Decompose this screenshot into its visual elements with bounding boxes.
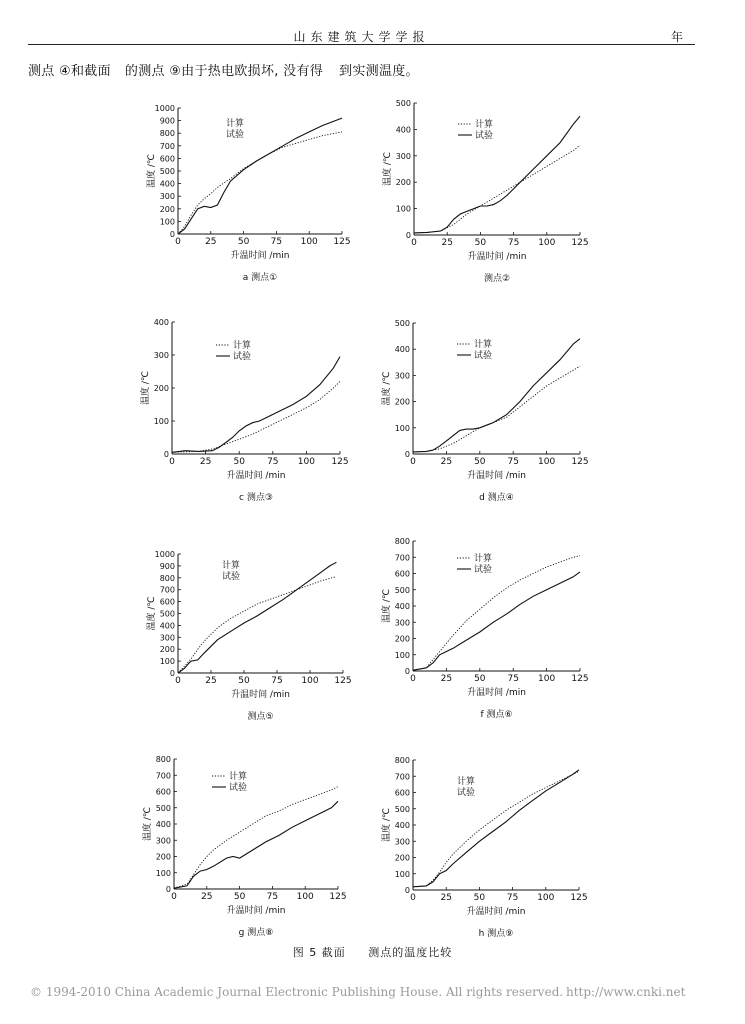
y-tick-label: 400 <box>155 820 171 829</box>
y-tick-label: 0 <box>405 231 411 240</box>
legend-label: 试验 <box>474 351 493 361</box>
panel-caption: 测点⑤ <box>247 712 274 722</box>
x-tick-label: 100 <box>296 892 314 902</box>
y-tick-label: 300 <box>394 371 410 381</box>
x-axis-label: 升温时间 /min <box>466 907 526 917</box>
y-tick-label: 900 <box>159 561 175 571</box>
y-tick-label: 100 <box>159 217 175 227</box>
y-tick-label: 100 <box>394 869 410 879</box>
legend <box>457 338 492 361</box>
x-tick-label: 100 <box>538 674 556 684</box>
chart-f <box>379 535 588 721</box>
y-tick-label: 900 <box>159 116 175 126</box>
y-tick-label: 0 <box>165 885 171 894</box>
y-tick-label: 200 <box>155 852 171 862</box>
plot-area-a <box>145 104 351 283</box>
plot-area-g <box>141 755 347 938</box>
y-tick-label: 100 <box>395 204 411 214</box>
plot-area-f <box>380 537 589 720</box>
x-tick-label: 75 <box>506 893 519 903</box>
y-tick-label: 300 <box>395 151 411 161</box>
x-tick-label: 100 <box>538 457 556 467</box>
x-axis-label: 升温时间 /min <box>226 906 286 916</box>
y-tick-label: 200 <box>394 397 410 407</box>
x-tick-label: 100 <box>301 676 319 686</box>
footer-copyright: © 1994-2010 China Academic Journal Electronic Publishing House. All rights reserved. <box>30 985 564 999</box>
x-tick-label: 50 <box>238 676 250 686</box>
x-tick-label: 50 <box>474 457 486 467</box>
x-tick-label: 25 <box>440 893 452 903</box>
y-tick-label: 800 <box>394 537 410 546</box>
x-tick-label: 25 <box>201 892 213 902</box>
series-line-experiment <box>414 116 580 233</box>
y-tick-label: 400 <box>159 621 175 631</box>
running-header <box>28 28 695 45</box>
y-tick-label: 0 <box>169 669 175 678</box>
series-line-calculation <box>178 577 336 673</box>
y-tick-label: 500 <box>395 99 411 108</box>
series-line-experiment <box>413 770 579 887</box>
legend <box>457 775 475 798</box>
legend-label: 试验 <box>457 788 476 798</box>
y-tick-label: 200 <box>394 634 410 644</box>
series-line-calculation <box>172 381 340 452</box>
x-tick-label: 100 <box>300 237 318 247</box>
y-tick-label: 400 <box>395 125 411 135</box>
series-line-calculation <box>414 145 580 233</box>
y-tick-label: 1000 <box>154 550 175 559</box>
x-tick-label: 50 <box>233 892 246 902</box>
y-tick-label: 300 <box>159 192 175 202</box>
chart-g <box>140 753 346 939</box>
series-line-experiment <box>178 118 342 234</box>
y-tick-label: 100 <box>153 417 169 426</box>
series-line-experiment <box>178 562 336 673</box>
x-tick-label: 100 <box>297 457 315 467</box>
x-tick-label: 0 <box>171 892 177 902</box>
series-line-calculation <box>413 366 580 452</box>
journal-name: 山东建筑大学学报 <box>293 30 430 44</box>
y-tick-label: 700 <box>159 585 175 595</box>
x-tick-label: 125 <box>570 893 588 903</box>
body-text-part-3: 到实测温度。 <box>339 64 419 79</box>
x-tick-label: 125 <box>334 676 352 686</box>
legend-label: 试验 <box>474 565 493 575</box>
y-tick-label: 400 <box>394 345 410 355</box>
panel-caption: a 测点① <box>242 273 278 283</box>
x-axis-label: 升温时间 /min <box>226 471 286 481</box>
y-tick-label: 500 <box>159 609 175 619</box>
x-tick-label: 75 <box>507 238 520 248</box>
x-axis-label: 升温时间 /min <box>467 471 526 481</box>
series-line-calculation <box>413 556 580 671</box>
y-axis-label: 温度 /℃ <box>383 151 393 187</box>
x-tick-label: 50 <box>473 893 486 903</box>
series-line-experiment <box>413 339 580 452</box>
y-tick-label: 600 <box>159 154 175 164</box>
y-tick-label: 200 <box>394 853 410 863</box>
y-tick-label: 500 <box>394 804 410 814</box>
y-tick-label: 200 <box>159 645 175 655</box>
x-tick-label: 125 <box>329 892 347 902</box>
x-tick-label: 75 <box>266 892 279 902</box>
x-tick-label: 125 <box>333 237 351 247</box>
legend-label: 试验 <box>233 352 252 362</box>
legend <box>458 118 493 141</box>
y-axis-label: 温度 /℃ <box>382 371 392 406</box>
body-text-part-2: 的测点 ⑨由于热电欧损坏, 没有得 <box>124 64 324 79</box>
footer-url[interactable]: http://www.cnki.net <box>566 985 686 999</box>
x-tick-label: 75 <box>270 237 283 247</box>
plot-area-h <box>380 756 588 939</box>
y-tick-label: 400 <box>394 602 410 611</box>
x-tick-label: 100 <box>538 238 556 248</box>
y-tick-label: 400 <box>394 821 410 830</box>
x-tick-label: 125 <box>571 238 589 248</box>
legend <box>216 339 251 362</box>
x-tick-label: 75 <box>271 676 283 686</box>
chart-d <box>379 317 588 504</box>
x-tick-label: 50 <box>474 674 486 684</box>
x-tick-label: 125 <box>571 457 589 467</box>
legend <box>457 552 492 575</box>
x-tick-label: 125 <box>571 674 589 684</box>
y-tick-label: 0 <box>404 886 410 895</box>
legend-label: 计算 <box>474 554 493 564</box>
panel-caption: h 测点⑨ <box>478 929 514 939</box>
body-paragraph <box>28 60 419 79</box>
panel-caption: c 测点③ <box>239 493 273 503</box>
x-tick-label: 50 <box>237 237 250 247</box>
legend-label: 计算 <box>229 772 248 782</box>
y-tick-label: 600 <box>394 788 410 798</box>
y-axis-label: 温度 /℃ <box>141 370 151 406</box>
x-tick-label: 125 <box>331 457 349 467</box>
y-tick-label: 100 <box>159 657 175 667</box>
figure-caption <box>0 944 745 960</box>
y-tick-label: 700 <box>159 141 175 151</box>
y-tick-label: 600 <box>155 787 171 797</box>
x-axis-label: 升温时间 /min <box>230 251 290 261</box>
legend <box>222 559 240 582</box>
x-tick-label: 50 <box>474 238 487 248</box>
y-tick-label: 500 <box>159 167 175 176</box>
y-tick-label: 500 <box>155 803 171 813</box>
y-tick-label: 800 <box>394 756 410 765</box>
x-tick-label: 25 <box>440 457 453 467</box>
x-tick-label: 0 <box>410 674 416 684</box>
plot-area-e <box>145 550 352 722</box>
x-axis-label: 升温时间 /min <box>467 252 527 262</box>
y-tick-label: 300 <box>159 633 175 643</box>
legend-label: 试验 <box>222 572 241 582</box>
chart-h <box>379 754 587 940</box>
x-tick-label: 0 <box>169 457 175 467</box>
y-tick-label: 700 <box>155 771 171 781</box>
legend-label: 试验 <box>226 130 245 140</box>
series-line-experiment <box>174 801 338 888</box>
y-tick-label: 200 <box>395 178 411 188</box>
y-axis-label: 温度 /℃ <box>143 806 153 842</box>
x-axis-label: 升温时间 /min <box>231 690 290 700</box>
y-tick-label: 100 <box>155 868 171 878</box>
series-line-experiment <box>172 357 340 453</box>
x-tick-label: 75 <box>267 457 279 467</box>
x-tick-label: 100 <box>537 893 555 903</box>
x-tick-label: 0 <box>175 237 181 247</box>
x-tick-label: 25 <box>205 237 217 247</box>
footer <box>30 985 686 999</box>
panel-caption: g 测点⑧ <box>238 928 274 938</box>
legend-label: 计算 <box>222 561 241 571</box>
x-tick-label: 0 <box>175 676 181 686</box>
legend-label: 试验 <box>475 131 494 141</box>
chart-a <box>144 102 350 284</box>
y-tick-label: 500 <box>394 319 410 328</box>
x-tick-label: 25 <box>199 457 212 467</box>
x-tick-label: 25 <box>440 674 453 684</box>
x-tick-label: 0 <box>410 893 416 903</box>
y-tick-label: 200 <box>153 384 169 393</box>
x-tick-label: 25 <box>205 676 217 686</box>
plot-area-d <box>380 319 589 503</box>
y-tick-label: 0 <box>163 450 169 459</box>
series-line-calculation <box>178 132 342 234</box>
y-tick-label: 400 <box>153 318 169 327</box>
y-tick-label: 700 <box>394 553 410 563</box>
y-tick-label: 500 <box>394 585 410 595</box>
x-tick-label: 75 <box>507 674 519 684</box>
legend-label: 计算 <box>474 340 493 350</box>
y-tick-label: 800 <box>159 129 175 139</box>
chart-e <box>144 548 351 723</box>
y-tick-label: 300 <box>394 837 410 847</box>
y-tick-label: 600 <box>159 597 175 607</box>
legend-label: 计算 <box>226 119 245 129</box>
x-tick-label: 0 <box>410 457 416 467</box>
figure-caption-part-1: 图 5 截面 <box>292 946 346 959</box>
legend-label: 计算 <box>457 777 476 787</box>
x-tick-label: 0 <box>411 238 417 248</box>
y-tick-label: 0 <box>169 230 175 239</box>
y-tick-label: 300 <box>153 351 169 360</box>
y-tick-label: 0 <box>404 450 410 459</box>
series-line-experiment <box>413 572 580 670</box>
chart-b <box>380 97 588 285</box>
legend-label: 试验 <box>229 783 248 793</box>
plot-area-b <box>381 99 589 284</box>
panel-caption: f 测点⑥ <box>480 710 513 720</box>
plot-area-c <box>139 318 349 503</box>
figure-caption-part-2: 测点的温度比较 <box>368 946 453 959</box>
x-tick-label: 25 <box>441 238 453 248</box>
y-tick-label: 800 <box>159 573 175 583</box>
header-year: 年 <box>670 30 683 44</box>
y-tick-label: 1000 <box>154 104 175 113</box>
y-tick-label: 300 <box>394 618 410 628</box>
legend-label: 计算 <box>233 341 252 351</box>
panel-caption: 测点② <box>483 274 511 284</box>
y-axis-label: 温度 /℃ <box>382 588 392 624</box>
y-tick-label: 100 <box>394 423 410 433</box>
body-text-part-1: 测点 ④和截面 <box>28 64 111 79</box>
y-tick-label: 200 <box>159 204 175 214</box>
x-tick-label: 50 <box>233 457 245 467</box>
y-axis-label: 温度 /℃ <box>147 153 157 189</box>
y-tick-label: 800 <box>155 755 171 764</box>
panel-caption: d 测点④ <box>479 493 514 503</box>
y-tick-label: 100 <box>394 650 410 660</box>
chart-c <box>138 316 348 504</box>
y-axis-label: 温度 /℃ <box>147 596 157 631</box>
y-tick-label: 0 <box>404 667 410 676</box>
y-tick-label: 300 <box>155 836 171 846</box>
y-tick-label: 600 <box>394 569 410 579</box>
y-tick-label: 700 <box>394 772 410 782</box>
legend <box>212 770 247 793</box>
legend <box>226 117 244 140</box>
x-tick-label: 75 <box>507 457 519 467</box>
y-tick-label: 400 <box>159 179 175 189</box>
y-axis-label: 温度 /℃ <box>382 807 392 843</box>
legend-label: 计算 <box>475 120 494 130</box>
x-axis-label: 升温时间 /min <box>467 688 526 698</box>
